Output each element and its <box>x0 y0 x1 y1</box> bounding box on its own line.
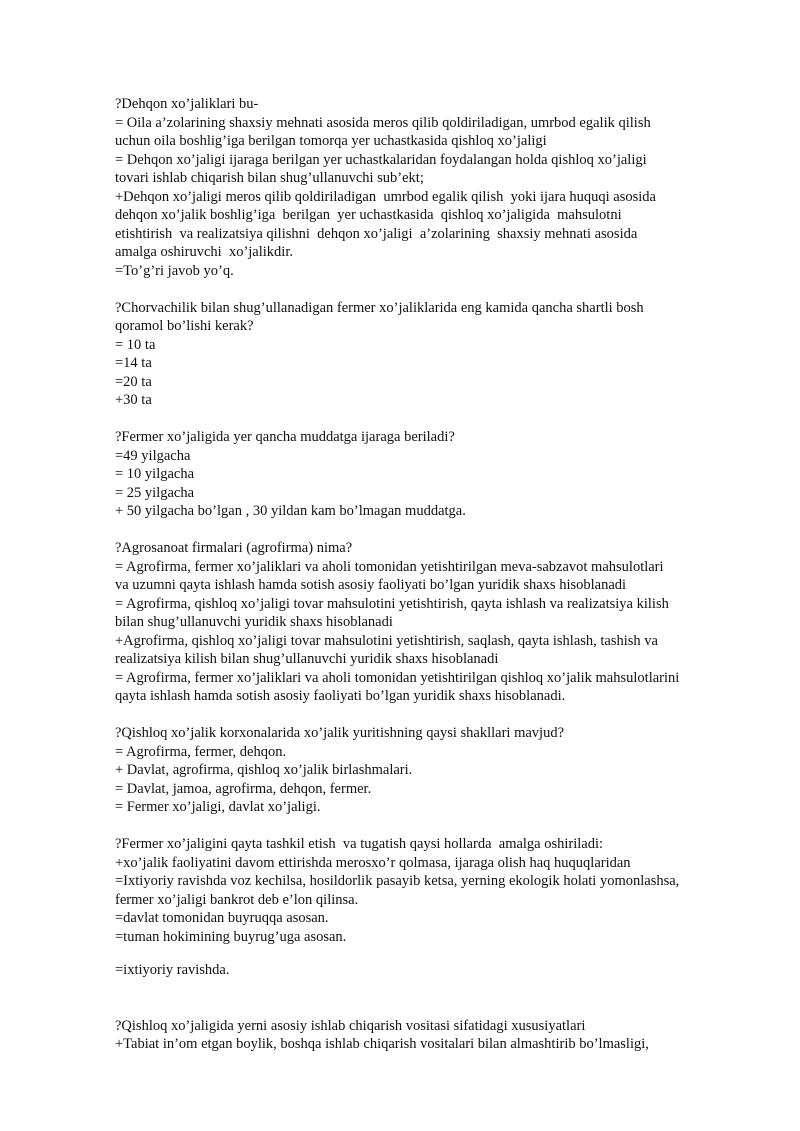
answer-line: +Dehqon xo’jaligi meros qilib qoldiriladigan umrbod egalik qilish yoki ijara huquqi asosida <box>115 188 656 205</box>
answer-line: =davlat tomonidan buyruqqa asosan. <box>115 910 329 926</box>
question-block <box>115 539 755 706</box>
question-block <box>115 1017 755 1054</box>
question-text: ?Fermer xo’jaligini qayta tashkil etish va tugatish qaysi hollarda amalga oshiriladi: <box>115 836 604 852</box>
answer-line: = 25 yilgacha <box>115 484 195 501</box>
spacer <box>115 980 755 1017</box>
answer-line: tovari ishlab chiqarish bilan shug’ullanuvchi sub’ekt; <box>115 170 424 186</box>
question-block <box>115 95 755 280</box>
question-text: ?Chorvachilik bilan shug’ullanadigan fermer xo’jaliklarida eng kamida qancha shartli bosh <box>115 299 644 316</box>
answer-line: qayta ishlash hamda sotish asosiy faoliyati bo’lgan yuridik shaxs hisoblanadi. <box>115 688 566 704</box>
spacer <box>115 410 755 429</box>
question-block <box>115 428 755 521</box>
answer-line: = Agrofirma, fermer, dehqon. <box>115 743 287 760</box>
spacer <box>115 280 755 299</box>
question-block <box>115 835 755 980</box>
answer-line: +xo’jalik faoliyatini davom ettirishda merosxo’r qolmasa, ijaraga olish haq huquqlaridan <box>115 854 631 871</box>
answer-line: = 10 ta <box>115 336 156 353</box>
spacer <box>115 521 755 540</box>
answer-line: bilan shug’ullanuvchi yuridik shaxs hisoblanadi <box>115 614 393 630</box>
answer-line: =ixtiyoriy ravishda. <box>115 962 230 978</box>
question-text: ?Qishloq xo’jalik korxonalarida xo’jalik yuritishning qaysi shakllari mavjud? <box>115 725 565 741</box>
answer-line: + Davlat, agrofirma, qishloq xo’jalik birlashmalari. <box>115 762 413 778</box>
question-text: ?Dehqon xo’jaliklari bu- <box>115 96 259 112</box>
answer-line: = Fermer xo’jaligi, davlat xo’jaligi. <box>115 799 321 815</box>
answer-line: =Ixtiyoriy ravishda voz kechilsa, hosildorlik pasayib ketsa, yerning ekologik holati yomonlashsa, <box>115 873 680 889</box>
answer-line: =49 yilgacha <box>115 447 191 464</box>
question-block <box>115 724 755 817</box>
answer-line: = Agrofirma, fermer xo’jaliklari va aholi tomonidan yetishtirilgan qishloq xo’jalik mahsulotlarini <box>115 669 680 686</box>
spacer <box>115 706 755 725</box>
answer-line: =14 ta <box>115 355 152 371</box>
answer-line: = Oila a’zolarining shaxsiy mehnati asosida meros qilib qoldiriladigan, umrbod egalik qilish <box>115 114 651 131</box>
answer-line: +Tabiat in’om etgan boylik, boshqa ishlab chiqarish vositalari bilan almashtirib bo’lmasligi, <box>115 1036 649 1052</box>
answer-line: = Agrofirma, fermer xo’jaliklari va aholi tomonidan yetishtirilgan meva-sabzavot mahsulotlari <box>115 558 664 575</box>
answer-line: qoramol bo’lishi kerak? <box>115 318 254 334</box>
answer-line: dehqon xo’jalik boshlig’iga berilgan yer uchastkasida qishloq xo’jaligida mahsulotni <box>115 207 622 223</box>
answer-line: va uzumni qayta ishlash hamda sotish asosiy faoliyati bo’lgan yuridik shaxs hisoblanadi <box>115 577 627 593</box>
answer-line: +30 ta <box>115 392 152 408</box>
answer-line: = Dehqon xo’jaligi ijaraga berilgan yer uchastkalaridan foydalangan holda qishloq xo’jaligi <box>115 151 647 168</box>
question-text: ?Agrosanoat firmalari (agrofirma) nima? <box>115 540 353 556</box>
answer-line: etishtirish va realizatsiya qilishni dehqon xo’jaligi a’zolarining shaxsiy mehnati asosida <box>115 225 638 242</box>
answer-line: +Agrofirma, qishloq xo’jaligi tovar mahsulotini yetishtirish, saqlash, qayta ishlash, tashish va <box>115 632 658 649</box>
answer-line: =To’g’ri javob yo’q. <box>115 262 234 279</box>
answer-line: uchun oila boshlig’iga berilgan tomorqa yer uchastkasida qishloq xo’jaligi <box>115 133 547 149</box>
answer-line: =tuman hokimining buyrug’uga asosan. <box>115 928 347 945</box>
answer-line: fermer xo’jaligi bankrot deb e’lon qilinsa. <box>115 891 359 908</box>
spacer <box>115 817 755 836</box>
answer-line: = 10 yilgacha <box>115 466 195 482</box>
question-text: ?Fermer xo’jaligida yer qancha muddatga ijaraga beriladi? <box>115 429 455 445</box>
answer-line: realizatsiya kilish bilan shug’ullanuvchi yuridik shaxs hisoblanadi <box>115 651 499 667</box>
spacer <box>115 946 755 961</box>
question-block <box>115 299 755 410</box>
answer-line: = Davlat, jamoa, agrofirma, dehqon, fermer. <box>115 780 372 797</box>
answer-line: = Agrofirma, qishloq xo’jaligi tovar mahsulotini yetishtirish, qayta ishlash va realizatsiya kilish <box>115 595 669 612</box>
question-text: ?Qishloq xo’jaligida yerni asosiy ishlab chiqarish vositasi sifatidagi xususiyatlari <box>115 1017 586 1034</box>
answer-line: =20 ta <box>115 373 152 390</box>
answer-line: amalga oshiruvchi xo’jalikdir. <box>115 244 293 260</box>
document-body <box>115 95 755 1054</box>
answer-line: + 50 yilgacha bo’lgan , 30 yildan kam bo’lmagan muddatga. <box>115 503 466 519</box>
